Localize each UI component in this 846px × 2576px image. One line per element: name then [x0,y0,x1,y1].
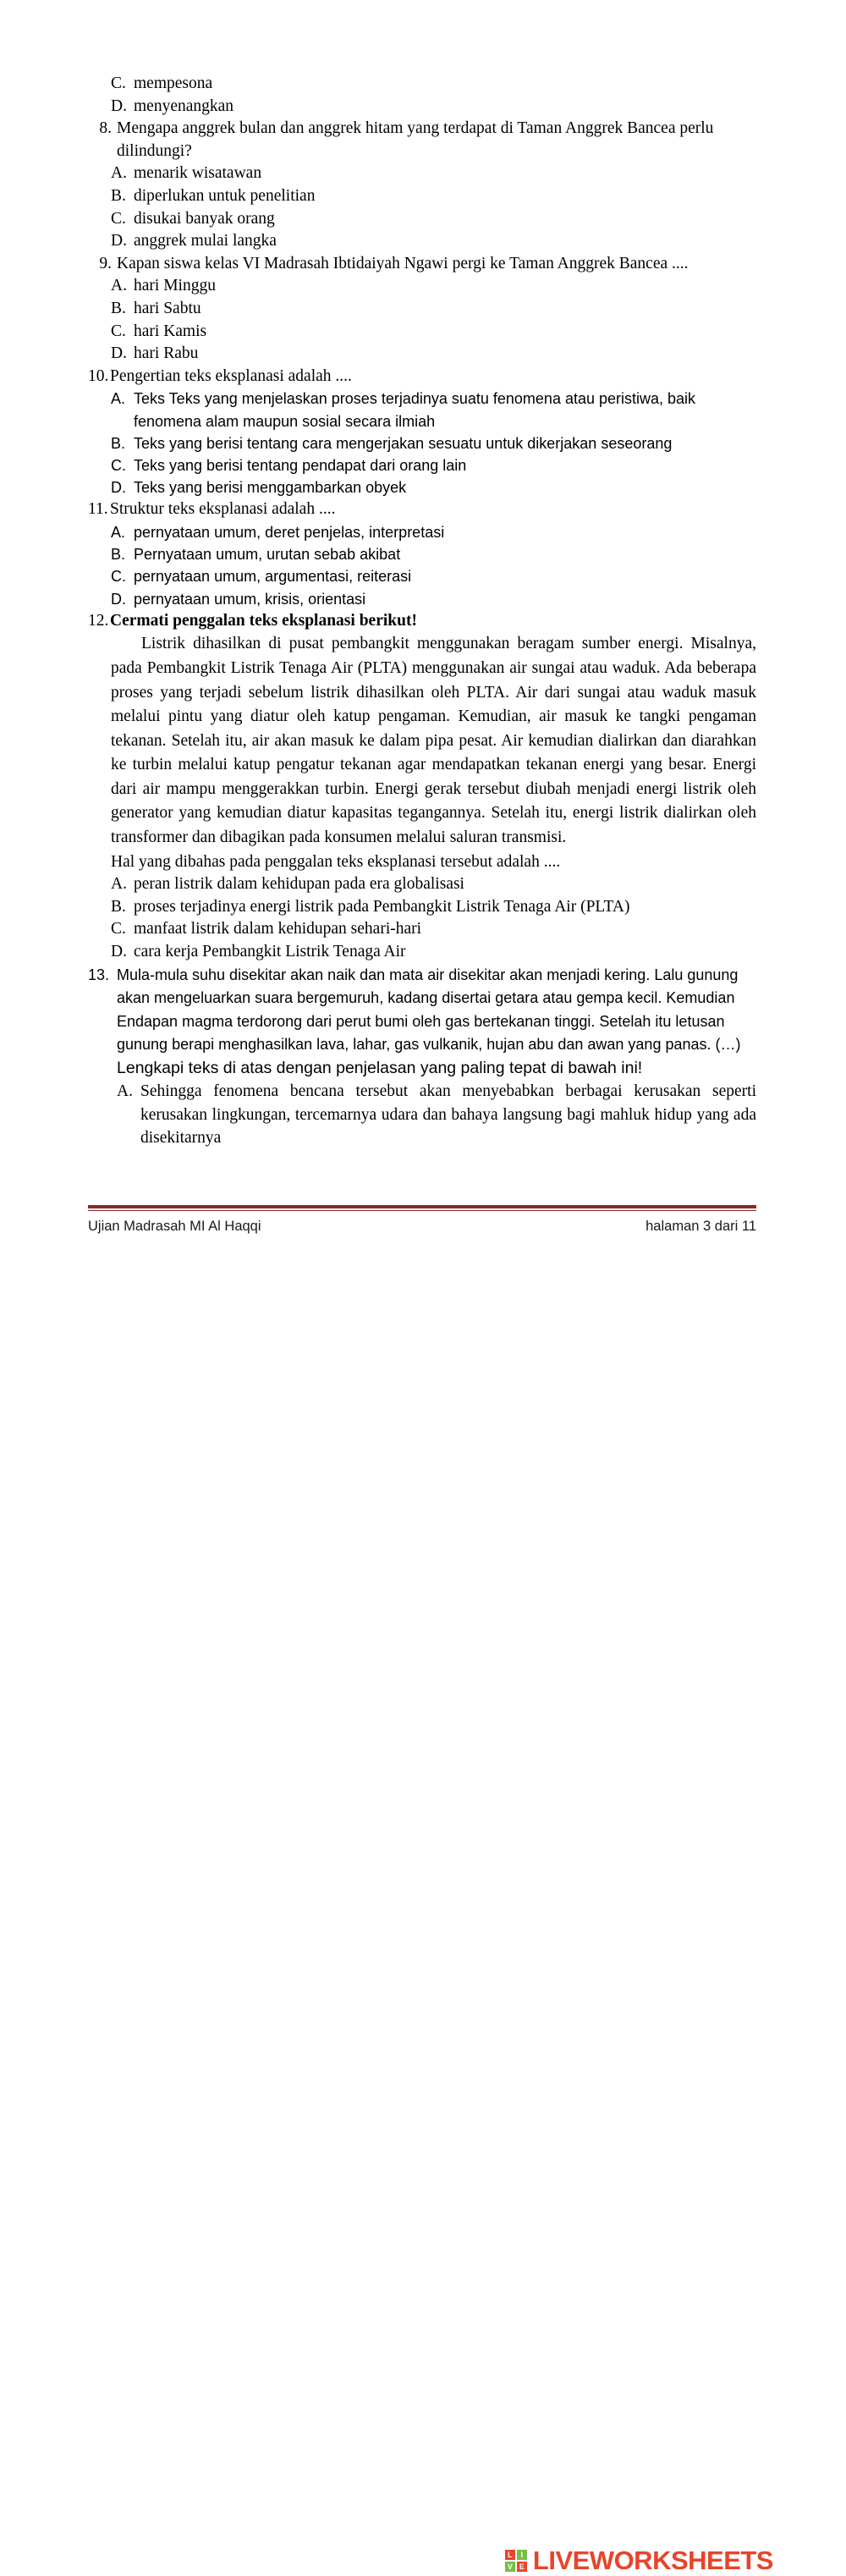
question-10 [88,366,756,388]
option-text: Teks yang berisi tentang cara mengerjakan sesuatu untuk dikerjakan seseorang [134,434,673,452]
question-number: 10. [88,366,109,385]
option-label: D. [111,590,126,608]
option-label: D. [111,942,127,960]
option-text: peran listrik dalam kehidupan pada era globalisasi [134,875,464,894]
question-text: Pengertian teks eksplanasi adalah .... [110,366,352,385]
option-label: D. [111,96,127,115]
option-text: menarik wisatawan [134,164,262,183]
option-label: C. [111,209,126,228]
answer-option[interactable] [88,388,756,432]
footer-divider-thin [88,1210,756,1211]
watermark-bar [0,1263,846,2575]
answer-option[interactable] [88,521,756,543]
question-13 [88,964,756,1057]
answer-option[interactable] [88,454,756,476]
footer-divider [88,1205,756,1208]
question-text: Mengapa anggrek bulan dan anggrek hitam yang terdapat di Taman Anggrek Bancea perlu dilindungi? [117,119,714,160]
answer-option[interactable] [88,96,756,118]
option-text: anggrek mulai langka [134,232,277,250]
answer-option[interactable] [88,941,756,964]
answer-option[interactable] [88,73,756,96]
liveworksheets-wordmark: LIVEWORKSHEETS [532,2546,773,2575]
answer-option[interactable] [88,565,756,587]
question-number: 12. [88,611,109,630]
option-text: Teks Teks yang menjelaskan proses terjadinya suatu fenomena atau peristiwa, baik fenomena alam maupun sosial secara ilmiah [134,390,696,430]
question-text: Kapan siswa kelas VI Madrasah Ibtidaiyah Ngawi pergi ke Taman Anggrek Bancea .... [117,254,689,272]
option-label: A. [111,277,127,295]
answer-option[interactable] [88,543,756,565]
option-text: hari Rabu [134,344,199,363]
answer-option[interactable] [88,896,756,919]
footer-page-number: halaman 3 dari 11 [645,1219,756,1234]
option-label: A. [111,390,126,408]
option-label: B. [111,897,126,916]
option-text: hari Kamis [134,322,207,340]
question-8 [88,118,756,162]
option-label: D. [111,479,126,497]
option-label: A. [111,164,127,183]
option-label: C. [111,322,126,340]
passage-prompt: Hal yang dibahas pada penggalan teks eksplanasi tersebut adalah .... [111,852,561,871]
question-number: 13. [88,966,110,983]
option-label: B. [111,186,126,205]
option-label: B. [111,546,126,564]
option-text: Teks yang berisi menggambarkan obyek [134,479,407,497]
option-label: C. [111,568,126,586]
answer-option[interactable] [88,1080,756,1150]
answer-option[interactable] [88,298,756,321]
option-label: A. [111,875,127,894]
answer-option[interactable] [88,343,756,366]
mark-letter-v: V [505,2562,515,2572]
liveworksheets-logo[interactable] [505,2546,773,2576]
option-text: pernyataan umum, argumentasi, reiterasi [134,568,412,586]
liveworksheets-mark-icon [505,2550,527,2572]
page-footer [88,1219,756,1235]
option-text: menyenangkan [134,96,234,115]
answer-option[interactable] [88,275,756,298]
answer-option[interactable] [88,918,756,941]
option-text: hari Sabtu [134,299,201,317]
option-label: C. [111,456,126,474]
option-label: C. [111,920,126,938]
question-11 [88,498,756,521]
mark-letter-e: E [517,2562,527,2572]
question-text: Struktur teks eksplanasi adalah .... [110,500,336,519]
question-number: 9. [99,254,112,272]
answer-option[interactable] [88,162,756,185]
option-text: hari Minggu [134,277,216,295]
answer-option[interactable] [88,230,756,253]
answer-option[interactable] [88,321,756,344]
option-text: cara kerja Pembangkit Listrik Tenaga Air [134,942,406,960]
answer-option[interactable] [88,432,756,454]
question-9 [88,253,756,276]
option-text: diperlukan untuk penelitian [134,186,316,205]
mark-letter-i: I [517,2550,527,2560]
document-body [88,73,756,1150]
answer-option[interactable] [88,476,756,498]
question-number: 8. [99,119,112,138]
option-label: B. [111,434,126,452]
question-number: 11. [88,500,108,519]
answer-option[interactable] [88,588,756,610]
option-text: Pernyataan umum, urutan sebab akibat [134,546,401,564]
question-text: Cermati penggalan teks eksplanasi berikut! [110,611,417,630]
answer-option[interactable] [88,873,756,896]
option-label: C. [111,74,126,92]
option-label: D. [111,232,127,250]
option-label: A. [111,523,126,541]
option-text: pernyataan umum, deret penjelas, interpretasi [134,523,445,541]
option-text: manfaat listrik dalam kehidupan sehari-hari [134,920,422,938]
option-label: B. [111,299,126,317]
option-text: Sehingga fenomena bencana tersebut akan menyebabkan berbagai kerusakan seperti kerusakan lingkungan, tercemarnya udara dan bahaya langsung bagi mahluk hidup yang ada disekitarnya [140,1082,756,1148]
option-text: proses terjadinya energi listrik pada Pembangkit Listrik Tenaga Air (PLTA) [134,897,630,916]
question-12 [88,610,756,633]
answer-option[interactable] [88,208,756,231]
mark-letter-l: L [505,2550,515,2560]
footer-left-text: Ujian Madrasah MI Al Haqqi [88,1219,261,1234]
answer-option[interactable] [88,185,756,208]
option-label: D. [111,344,127,363]
reading-passage: Listrik dihasilkan di pusat pembangkit menggunakan beragam sumber energi. Misalnya, pada Pembangkit Listrik Tenaga Air (PLTA) menggunakan air sungai atau waduk. Ada beberapa proses yang terjadi sebelum listrik dihasilkan oleh PLTA. Air dari sungai atau waduk masuk melalui pintu yang diatur oleh katup pengaman. Kemudian, air masuk ke tangki pengaman tekanan. Setelah itu, air akan masuk ke dalam pipa pesat. Air kemudian dialirkan dan diarahkan ke turbin melalui katup pengatur tekanan agar mendapatkan tekanan energi yang besar. Energi dari air mampu menggerakkan turbin. Energi gerak tersebut diubah menjadi energi listrik oleh generator yang kemudian diatur kapasitas tegangannya. Setelah itu, energi listrik dialirkan oleh transformer dan dibagikan pada konsumen melalui saluran transmisi. [111,635,756,847]
option-text: pernyataan umum, krisis, orientasi [134,590,366,608]
question-text: Mula-mula suhu disekitar akan naik dan mata air disekitar akan menjadi kering. Lalu gunung akan mengeluarkan suara bergemuruh, kadang disertai getara atau gempa kecil. Kemudian Endapan magma terdorong dari perut bumi oleh gas bertekanan tinggi. Setelah itu letusan gunung berapi menghasilkan lava, lahar, gas vulkanik, hujan abu dan awan yang panas. (…) [117,966,741,1054]
question-13-prompt: Lengkapi teks di atas dengan penjelasan yang paling tepat di bawah ini! [117,1058,643,1077]
option-label: A. [117,1082,133,1101]
option-text: mempesona [134,74,213,92]
option-text: disukai banyak orang [134,209,275,228]
option-text: Teks yang berisi tentang pendapat dari orang lain [134,456,467,474]
